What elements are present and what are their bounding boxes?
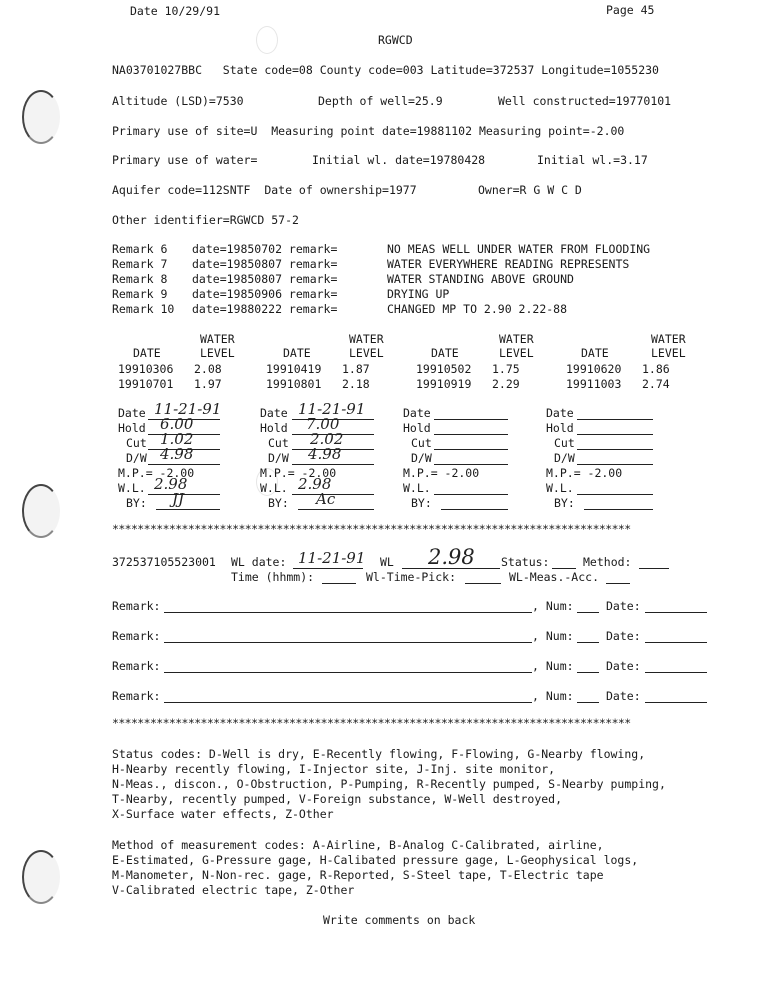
- separator-stars-1: **********************************************************************************: [112, 522, 631, 536]
- wl-date-line[interactable]: [293, 568, 363, 569]
- field-cut-label-4: Cut: [554, 436, 575, 450]
- hdr-level-3: LEVEL: [499, 346, 534, 360]
- remark-form-num-1: , Num:: [532, 599, 574, 613]
- method-label: Method:: [583, 555, 632, 569]
- remark-form-date-line-4[interactable]: [645, 702, 707, 703]
- remark-6-label: Remark 6: [112, 242, 168, 256]
- remark-form-date-line-2[interactable]: [645, 642, 707, 643]
- table-cell: 2.74: [642, 377, 670, 391]
- field-hold-line-3[interactable]: [434, 434, 508, 435]
- field-wl-value-2: 2.98: [298, 475, 332, 493]
- hdr-water-3: WATER: [499, 332, 534, 346]
- method-codes-line-2: E-Estimated, G-Pressure gage, H-Calibated pressure gage, L-Geophysical logs,: [112, 853, 639, 867]
- status-codes-line-4: T-Nearby, recently pumped, V-Foreign substance, W-Well destroyed,: [112, 792, 563, 806]
- separator-stars-2: **********************************************************************************: [112, 716, 631, 730]
- wl-value: 2.98: [428, 545, 475, 569]
- table-cell: 19910502: [416, 362, 472, 376]
- remark-form-label-1: Remark:: [112, 599, 161, 613]
- remark-form-line-3[interactable]: [164, 672, 532, 673]
- field-wl-label-1: W.L.: [118, 481, 146, 495]
- table-cell: 19910419: [266, 362, 322, 376]
- remark-8-date: date=19850807 remark=: [192, 272, 338, 286]
- field-cut-label-2: Cut: [268, 436, 289, 450]
- remark-form-num-line-2[interactable]: [577, 642, 599, 643]
- table-cell: 2.29: [492, 377, 520, 391]
- status-codes-line-3: N-Meas., discon., O-Obstruction, P-Pumping, R-Recently pumped, S-Nearby pumping,: [112, 777, 666, 791]
- meas-acc-line[interactable]: [606, 583, 630, 584]
- report-date: Date 10/29/91: [130, 4, 221, 18]
- initial-wl: Initial wl.=3.17: [537, 153, 648, 167]
- agency-title: RGWCD: [378, 33, 413, 47]
- status-codes-line-2: H-Nearby recently flowing, I-Injector site, J-Inj. site monitor,: [112, 762, 556, 776]
- time-label: Time (hhmm):: [231, 570, 315, 584]
- remark-form-date-line-1[interactable]: [645, 612, 707, 613]
- footer-note: Write comments on back: [323, 913, 476, 927]
- remark-form-date-1: Date:: [606, 599, 641, 613]
- remark-form-label-4: Remark:: [112, 689, 161, 703]
- table-cell: 1.87: [342, 362, 370, 376]
- field-cut-line-3[interactable]: [434, 449, 508, 450]
- remark-form-line-2[interactable]: [164, 642, 532, 643]
- field-hold-value-2: 7.00: [306, 415, 340, 433]
- remark-8-label: Remark 8: [112, 272, 168, 286]
- remark-form-date-4: Date:: [606, 689, 641, 703]
- depth-of-well: Depth of well=25.9: [318, 94, 443, 108]
- field-date-label-1: Date: [118, 406, 146, 420]
- punch-hole-top: [22, 90, 60, 144]
- site-line-3: Primary use of site=U Measuring point date=19881102 Measuring point=-2.00: [112, 124, 625, 138]
- remark-form-num-line-1[interactable]: [577, 612, 599, 613]
- remark-form-num-4: , Num:: [532, 689, 574, 703]
- field-by-line-2: [298, 509, 374, 510]
- initial-wl-date: Initial wl. date=19780428: [312, 153, 486, 167]
- table-cell: 1.86: [642, 362, 670, 376]
- field-dw-value-2: 4.98: [308, 445, 342, 463]
- status-label: Status:: [501, 555, 550, 569]
- remark-form-label-2: Remark:: [112, 629, 161, 643]
- remark-form-label-3: Remark:: [112, 659, 161, 673]
- field-mp-4: M.P.= -2.00: [546, 466, 623, 480]
- field-mp-1: M.P.= -2.00: [118, 466, 195, 480]
- aquifer-code: Aquifer code=112SNTF Date of ownership=1977: [112, 183, 417, 197]
- field-by-label-1: BY:: [126, 496, 147, 510]
- field-by-line-1: [156, 509, 220, 510]
- table-cell: 19911003: [566, 377, 622, 391]
- remark-8-text: WATER STANDING ABOVE GROUND: [387, 272, 574, 286]
- remark-form-num-line-4[interactable]: [577, 702, 599, 703]
- field-date-value-1: 11-21-91: [154, 400, 222, 418]
- remark-form-line-4[interactable]: [164, 702, 532, 703]
- field-dw-label-3: D/W: [411, 451, 432, 465]
- punch-hole-middle: [22, 484, 60, 538]
- field-cut-label-1: Cut: [126, 436, 147, 450]
- altitude: Altitude (LSD)=7530: [112, 94, 244, 108]
- remark-form-num-3: , Num:: [532, 659, 574, 673]
- meas-acc-label: WL-Meas.-Acc.: [509, 570, 600, 584]
- field-dw-line-4[interactable]: [577, 464, 653, 465]
- field-dw-line-2: [292, 464, 374, 465]
- table-cell: 2.08: [194, 362, 222, 376]
- remark-9-date: date=19850906 remark=: [192, 287, 338, 301]
- table-cell: 19910620: [566, 362, 622, 376]
- remark-form-num-line-3[interactable]: [577, 672, 599, 673]
- field-mp-3: M.P.= -2.00: [403, 466, 480, 480]
- field-date-line-4[interactable]: [577, 419, 653, 420]
- field-cut-value-1: 1.02: [160, 430, 194, 448]
- table-cell: 1.97: [194, 377, 222, 391]
- field-wl-label-3: W.L.: [403, 481, 431, 495]
- field-date-value-2: 11-21-91: [298, 400, 366, 418]
- field-by-value-1: JJ: [172, 490, 185, 508]
- field-mp-2: M.P.= -2.00: [260, 466, 337, 480]
- remark-form-num-2: , Num:: [532, 629, 574, 643]
- field-hold-label-3: Hold: [403, 421, 431, 435]
- table-cell: 19910919: [416, 377, 472, 391]
- wl-date-label: WL date:: [231, 555, 287, 569]
- table-cell: 1.75: [492, 362, 520, 376]
- remark-6-date: date=19850702 remark=: [192, 242, 338, 256]
- remark-7-text: WATER EVERYWHERE READING REPRESENTS: [387, 257, 630, 271]
- field-dw-line-1: [148, 464, 220, 465]
- field-by-line-4[interactable]: [584, 509, 653, 510]
- status-codes-line-1: Status codes: D-Well is dry, E-Recently flowing, F-Flowing, G-Nearby flowing,: [112, 747, 646, 761]
- wl-label: WL: [380, 555, 394, 569]
- field-hold-value-1: 6.00: [160, 415, 194, 433]
- ghost-hole-1: [256, 26, 278, 54]
- time-pick-label: Wl-Time-Pick:: [366, 570, 457, 584]
- method-line[interactable]: [639, 568, 669, 569]
- hdr-level-1: LEVEL: [200, 346, 235, 360]
- site-line-1: NA03701027BBC State code=08 County code=003 Latitude=372537 Longitude=1055230: [112, 63, 659, 77]
- field-wl-line-3[interactable]: [434, 494, 508, 495]
- remark-10-date: date=19880222 remark=: [192, 302, 338, 316]
- hdr-date-2: DATE: [283, 346, 311, 360]
- hdr-water-4: WATER: [651, 332, 686, 346]
- remark-form-date-line-3[interactable]: [645, 672, 707, 673]
- remark-10-label: Remark 10: [112, 302, 175, 316]
- method-codes-line-1: Method of measurement codes: A-Airline, B-Analog C-Calibrated, airline,: [112, 838, 604, 852]
- hdr-date-4: DATE: [581, 346, 609, 360]
- remark-7-date: date=19850807 remark=: [192, 257, 338, 271]
- hdr-level-4: LEVEL: [651, 346, 686, 360]
- field-hold-label-4: Hold: [546, 421, 574, 435]
- remark-form-date-2: Date:: [606, 629, 641, 643]
- table-cell: 19910306: [118, 362, 174, 376]
- field-dw-value-1: 4.98: [160, 445, 194, 463]
- field-wl-label-4: W.L.: [546, 481, 574, 495]
- remark-form-line-1[interactable]: [164, 612, 532, 613]
- field-hold-label-1: Hold: [118, 421, 146, 435]
- field-cut-line-4[interactable]: [577, 449, 653, 450]
- page-number: Page 45: [606, 3, 655, 17]
- punch-hole-bottom: [22, 850, 60, 904]
- field-cut-label-3: Cut: [411, 436, 432, 450]
- field-date-line-3[interactable]: [434, 419, 508, 420]
- hdr-level-2: LEVEL: [349, 346, 384, 360]
- field-date-label-2: Date: [260, 406, 288, 420]
- hdr-date-1: DATE: [133, 346, 161, 360]
- field-cut-value-2: 2.02: [310, 430, 344, 448]
- method-codes-line-3: M-Manometer, N-Non-rec. gage, R-Reported, S-Steel tape, T-Electric tape: [112, 868, 604, 882]
- remark-10-text: CHANGED MP TO 2.90 2.22-88: [387, 302, 568, 316]
- field-dw-label-1: D/W: [126, 451, 147, 465]
- method-codes-line-4: V-Calibrated electric tape, Z-Other: [112, 883, 355, 897]
- field-by-value-2: Ac: [316, 490, 336, 508]
- field-date-label-4: Date: [546, 406, 574, 420]
- other-identifier: Other identifier=RGWCD 57-2: [112, 213, 299, 227]
- hdr-water-2: WATER: [349, 332, 384, 346]
- time-line[interactable]: [322, 583, 356, 584]
- table-cell: 2.18: [342, 377, 370, 391]
- field-by-label-4: BY:: [554, 496, 575, 510]
- remark-9-text: DRYING UP: [387, 287, 450, 301]
- remark-form-date-3: Date:: [606, 659, 641, 673]
- field-by-label-2: BY:: [268, 496, 289, 510]
- remark-6-text: NO MEAS WELL UNDER WATER FROM FLOODING: [387, 242, 651, 256]
- table-cell: 19910701: [118, 377, 174, 391]
- status-line[interactable]: [552, 568, 576, 569]
- field-wl-label-2: W.L.: [260, 481, 288, 495]
- wl-date-value: 11-21-91: [298, 549, 366, 567]
- field-by-label-3: BY:: [411, 496, 432, 510]
- field-hold-label-2: Hold: [260, 421, 288, 435]
- field-dw-label-4: D/W: [554, 451, 575, 465]
- remark-9-label: Remark 9: [112, 287, 168, 301]
- primary-use-water: Primary use of water=: [112, 153, 258, 167]
- status-codes-line-5: X-Surface water effects, Z-Other: [112, 807, 334, 821]
- site-id: 372537105523001: [112, 555, 216, 569]
- field-wl-line-4[interactable]: [577, 494, 653, 495]
- hdr-date-3: DATE: [431, 346, 459, 360]
- field-wl-value-1: 2.98: [154, 475, 188, 493]
- well-constructed: Well constructed=19770101: [498, 94, 672, 108]
- hdr-water-1: WATER: [200, 332, 235, 346]
- field-dw-label-2: D/W: [268, 451, 289, 465]
- owner: Owner=R G W C D: [478, 183, 582, 197]
- field-hold-line-4[interactable]: [577, 434, 653, 435]
- field-dw-line-3[interactable]: [434, 464, 508, 465]
- remark-7-label: Remark 7: [112, 257, 168, 271]
- table-cell: 19910801: [266, 377, 322, 391]
- time-pick-line[interactable]: [465, 583, 501, 584]
- field-by-line-3[interactable]: [441, 509, 508, 510]
- field-date-label-3: Date: [403, 406, 431, 420]
